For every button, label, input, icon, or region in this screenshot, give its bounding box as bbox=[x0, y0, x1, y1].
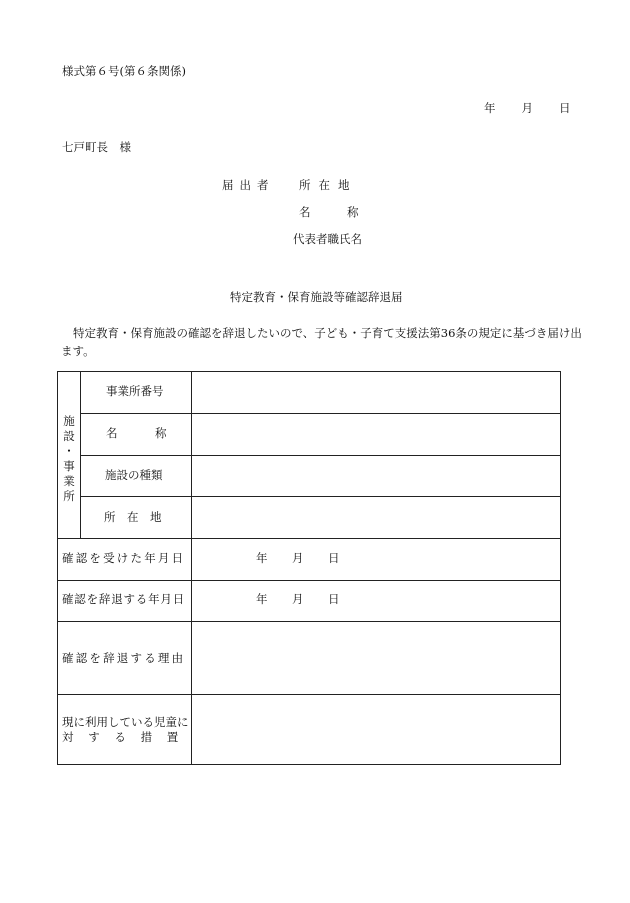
submission-date bbox=[484, 103, 571, 115]
withdraw-date-label: 確認を辞退する年月日 bbox=[62, 592, 185, 606]
date-day-label: 日 bbox=[559, 101, 571, 115]
side-label-char: 所 bbox=[63, 489, 75, 503]
document-title: 特定教育・保育施設等確認辞退届 bbox=[230, 290, 403, 304]
confirmed-date-month: 月 bbox=[292, 551, 304, 565]
confirmed-date-year: 年 bbox=[256, 551, 268, 565]
table-divider bbox=[58, 621, 560, 622]
notifier-label: 届出者 bbox=[222, 178, 275, 192]
facility-side-label bbox=[58, 414, 80, 504]
confirmed-date-day: 日 bbox=[328, 551, 340, 565]
table-divider bbox=[58, 580, 560, 581]
side-label-char: 施 bbox=[63, 414, 75, 428]
measures-label-line-1: 現に利用している児童に bbox=[62, 715, 189, 729]
table-divider bbox=[80, 413, 560, 414]
facility-value-type[interactable] bbox=[198, 462, 554, 492]
facility-value-name[interactable] bbox=[198, 420, 554, 450]
measures-value[interactable] bbox=[198, 700, 554, 758]
form-number: 様式第６号(第６条関係) bbox=[62, 64, 186, 78]
withdraw-date-day: 日 bbox=[328, 592, 340, 606]
table-divider bbox=[80, 496, 560, 497]
notifier-address-label: 所在地 bbox=[299, 178, 358, 192]
table-divider bbox=[191, 372, 192, 764]
side-label-char: 業 bbox=[63, 474, 75, 488]
withdraw-date-month: 月 bbox=[292, 592, 304, 606]
notifier-name-label bbox=[299, 205, 359, 219]
facility-name-label-char-1: 名 bbox=[106, 426, 118, 440]
date-month-label: 月 bbox=[521, 101, 533, 115]
date-year-label: 年 bbox=[484, 101, 496, 115]
form-table bbox=[57, 371, 561, 765]
withdraw-date-year: 年 bbox=[256, 592, 268, 606]
addressee: 七戸町長 様 bbox=[62, 140, 131, 154]
confirmed-date-label: 確認を受けた年月日 bbox=[62, 551, 186, 565]
side-label-char: ・ bbox=[63, 444, 75, 458]
facility-name-label-char-2: 称 bbox=[155, 426, 167, 440]
facility-value-office-number[interactable] bbox=[198, 378, 554, 408]
facility-value-address[interactable] bbox=[198, 504, 554, 534]
side-label-char: 事 bbox=[63, 459, 75, 473]
table-divider bbox=[58, 694, 560, 695]
measures-label-line-2: 対 す る 措 置 bbox=[62, 730, 180, 744]
table-divider bbox=[80, 455, 560, 456]
intro-paragraph: 特定教育・保育施設の確認を辞退したいので、子ども・子育て支援法第36条の規定に基づき届け出ます。 bbox=[61, 326, 582, 358]
withdraw-reason-label: 確認を辞退する理由 bbox=[62, 651, 186, 665]
representative-label: 代表者職氏名 bbox=[293, 232, 362, 246]
side-label-char: 設 bbox=[63, 429, 75, 443]
facility-type-label: 施設の種類 bbox=[105, 468, 163, 482]
facility-address-label: 所 在 地 bbox=[104, 510, 162, 524]
table-divider bbox=[58, 538, 560, 539]
withdraw-reason-value[interactable] bbox=[198, 628, 554, 688]
office-number-label: 事業所番号 bbox=[106, 384, 164, 398]
notifier-name-label-char-2: 称 bbox=[347, 205, 359, 219]
notifier-name-label-char-1: 名 bbox=[299, 205, 311, 219]
